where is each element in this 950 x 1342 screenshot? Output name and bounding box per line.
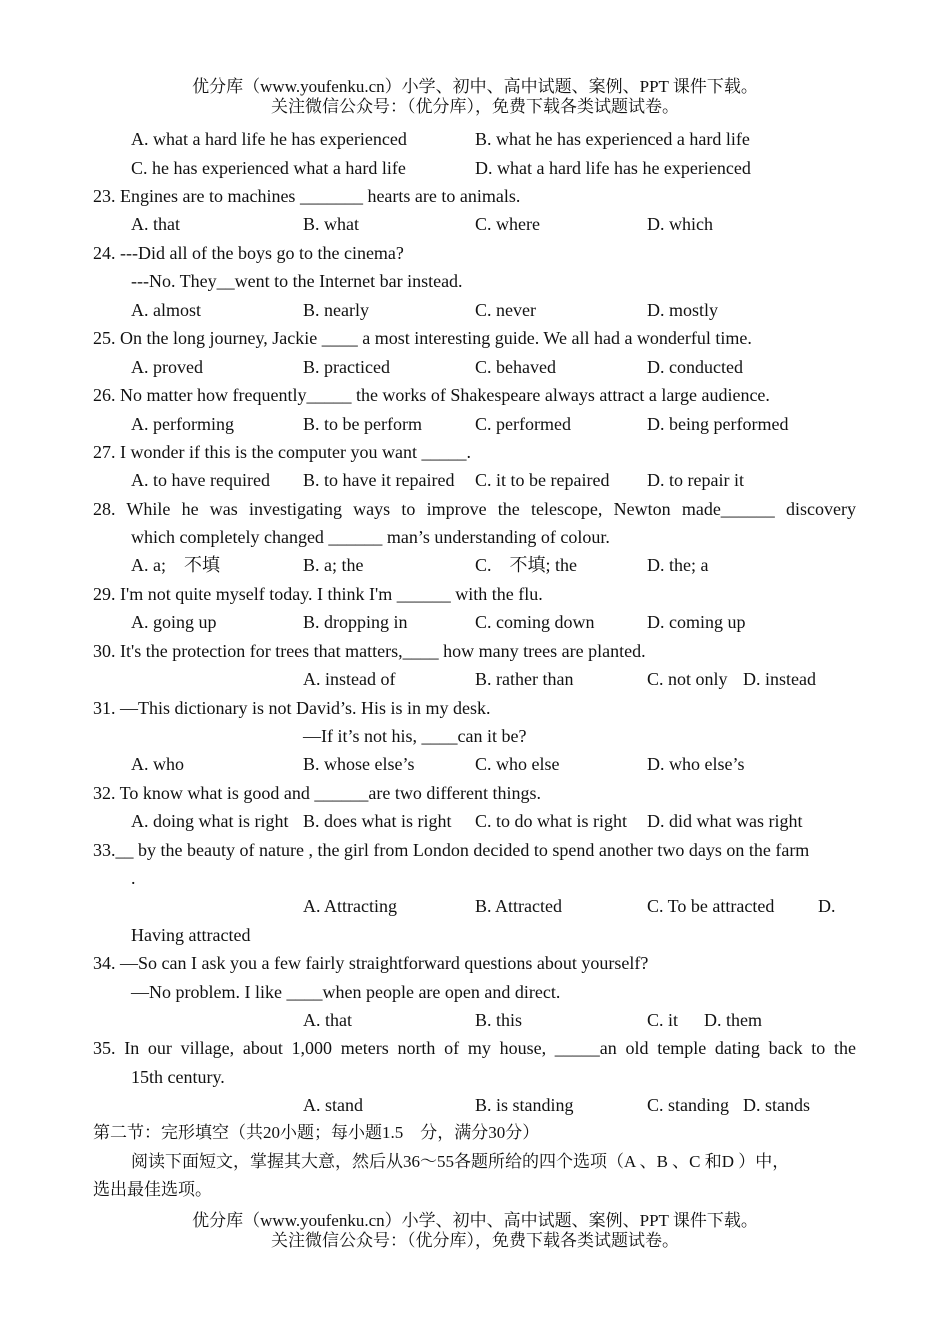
q33-stem-line-2: . xyxy=(131,868,136,888)
q28-option-d: D. the; a xyxy=(647,555,709,575)
q31-option-b: B. whose else’s xyxy=(303,754,415,774)
q30-option-b: B. rather than xyxy=(475,669,574,689)
q24-option-b: B. nearly xyxy=(303,300,369,320)
q33-option-d: D. xyxy=(818,896,836,916)
q26-option-c: C. performed xyxy=(475,414,571,434)
q26-option-b: B. to be perform xyxy=(303,414,422,434)
q23-stem: 23. Engines are to machines _______ hearts are to animals. xyxy=(93,186,521,206)
q22-option-a: A. what a hard life he has experienced xyxy=(131,129,407,149)
q31-option-c: C. who else xyxy=(475,754,560,774)
q32-option-a: A. doing what is right xyxy=(131,811,289,831)
q27-option-d: D. to repair it xyxy=(647,470,744,490)
q35-option-b: B. is standing xyxy=(475,1095,574,1115)
q30-option-c: C. not only xyxy=(647,669,728,689)
q25-option-c: C. behaved xyxy=(475,357,556,377)
q24-option-a: A. almost xyxy=(131,300,201,320)
section-2-title: 第二节：完形填空（共20小题；每小题1.5 分，满分30分） xyxy=(93,1123,540,1142)
footer-line-2: 关注微信公众号：（优分库），免费下载各类试题试卷。 xyxy=(271,1231,679,1250)
q25-option-d: D. conducted xyxy=(647,357,743,377)
q22-option-d: D. what a hard life has he experienced xyxy=(475,158,751,178)
q27-stem: 27. I wonder if this is the computer you want _____. xyxy=(93,442,471,462)
q29-option-d: D. coming up xyxy=(647,612,746,632)
q28-option-c: C. 不填; the xyxy=(475,555,577,575)
q22-option-b: B. what he has experienced a hard life xyxy=(475,129,750,149)
q34-option-d: D. them xyxy=(704,1010,762,1030)
q23-option-b: B. what xyxy=(303,214,359,234)
q35-stem: 35. In our village, about 1,000 meters north of my house, _____an old temple dating back to the xyxy=(93,1038,856,1058)
q26-option-d: D. being performed xyxy=(647,414,789,434)
q23-option-d: D. which xyxy=(647,214,713,234)
q29-stem: 29. I'm not quite myself today. I think I'm ______ with the flu. xyxy=(93,584,543,604)
q28-option-b: B. a; the xyxy=(303,555,364,575)
q26-option-a: A. performing xyxy=(131,414,234,434)
q34-option-a: A. that xyxy=(303,1010,352,1030)
q35-option-d: D. stands xyxy=(743,1095,810,1115)
q32-option-d: D. did what was right xyxy=(647,811,803,831)
q33-option-c: C. To be attracted xyxy=(647,896,775,916)
q31-option-d: D. who else’s xyxy=(647,754,745,774)
q29-option-b: B. dropping in xyxy=(303,612,408,632)
q24-option-d: D. mostly xyxy=(647,300,719,320)
q33-option-b: B. Attracted xyxy=(475,896,562,916)
q27-option-c: C. it to be repaired xyxy=(475,470,610,490)
q32-option-c: C. to do what is right xyxy=(475,811,627,831)
q25-stem: 25. On the long journey, Jackie ____ a most interesting guide. We all had a wonderful time. xyxy=(93,328,752,348)
header-line-1: 优分库（www.youfenku.cn）小学、初中、高中试题、案例、PPT 课件下载。 xyxy=(192,77,758,96)
q23-option-c: C. where xyxy=(475,214,540,234)
q35-option-c: C. standing xyxy=(647,1095,730,1115)
q34-option-b: B. this xyxy=(475,1010,523,1030)
q23-option-a: A. that xyxy=(131,214,180,234)
section-2-instructions: 阅读下面短文，掌握其大意，然后从36～55各题所给的四个选项（A 、B 、C 和D ）中， xyxy=(131,1152,790,1171)
q34-option-c: C. it xyxy=(647,1010,679,1030)
q25-option-a: A. proved xyxy=(131,357,203,377)
q30-stem: 30. It's the protection for trees that matters,____ how many trees are planted. xyxy=(93,641,646,661)
q31-stem: 31. —This dictionary is not David’s. His is in my desk. xyxy=(93,698,491,718)
q28-stem: 28. While he was investigating ways to improve the telescope, Newton made______ discovery xyxy=(93,499,856,519)
q33-stem: 33.__ by the beauty of nature , the girl from London decided to spend another two days on the farm xyxy=(93,840,810,860)
q34-stem: 34. —So can I ask you a few fairly straightforward questions about yourself? xyxy=(93,953,649,973)
q30-option-d: D. instead xyxy=(743,669,816,689)
q34-stem-line-2: —No problem. I like ____when people are open and direct. xyxy=(131,982,561,1002)
q22-option-c: C. he has experienced what a hard life xyxy=(131,158,406,178)
q28-option-a: A. a; 不填 xyxy=(131,555,220,575)
q31-option-a: A. who xyxy=(131,754,184,774)
q35-option-a: A. stand xyxy=(303,1095,363,1115)
q32-option-b: B. does what is right xyxy=(303,811,452,831)
q24-option-c: C. never xyxy=(475,300,536,320)
q27-option-b: B. to have it repaired xyxy=(303,470,455,490)
q30-option-a: A. instead of xyxy=(303,669,396,689)
section-2-instructions-line-2: 选出最佳选项。 xyxy=(93,1180,212,1199)
q35-stem-line-2: 15th century. xyxy=(131,1067,225,1087)
header-line-2: 关注微信公众号：（优分库），免费下载各类试题试卷。 xyxy=(271,97,679,116)
q24-stem: 24. ---Did all of the boys go to the cinema? xyxy=(93,243,404,263)
q32-stem: 32. To know what is good and ______are two different things. xyxy=(93,783,542,803)
q31-stem-line-2: —If it’s not his, ____can it be? xyxy=(303,726,527,746)
q25-option-b: B. practiced xyxy=(303,357,390,377)
q26-stem: 26. No matter how frequently_____ the works of Shakespeare always attract a large audience. xyxy=(93,385,770,405)
q29-option-a: A. going up xyxy=(131,612,217,632)
q24-stem-line-2: ---No. They__went to the Internet bar instead. xyxy=(131,271,463,291)
q33-option-d-text: Having attracted xyxy=(131,925,251,945)
q33-option-a: A. Attracting xyxy=(303,896,397,916)
q27-option-a: A. to have required xyxy=(131,470,270,490)
q28-stem-line-2: which completely changed ______ man’s understanding of colour. xyxy=(131,527,610,547)
footer-line-1: 优分库（www.youfenku.cn）小学、初中、高中试题、案例、PPT 课件下载。 xyxy=(192,1211,758,1230)
q29-option-c: C. coming down xyxy=(475,612,595,632)
